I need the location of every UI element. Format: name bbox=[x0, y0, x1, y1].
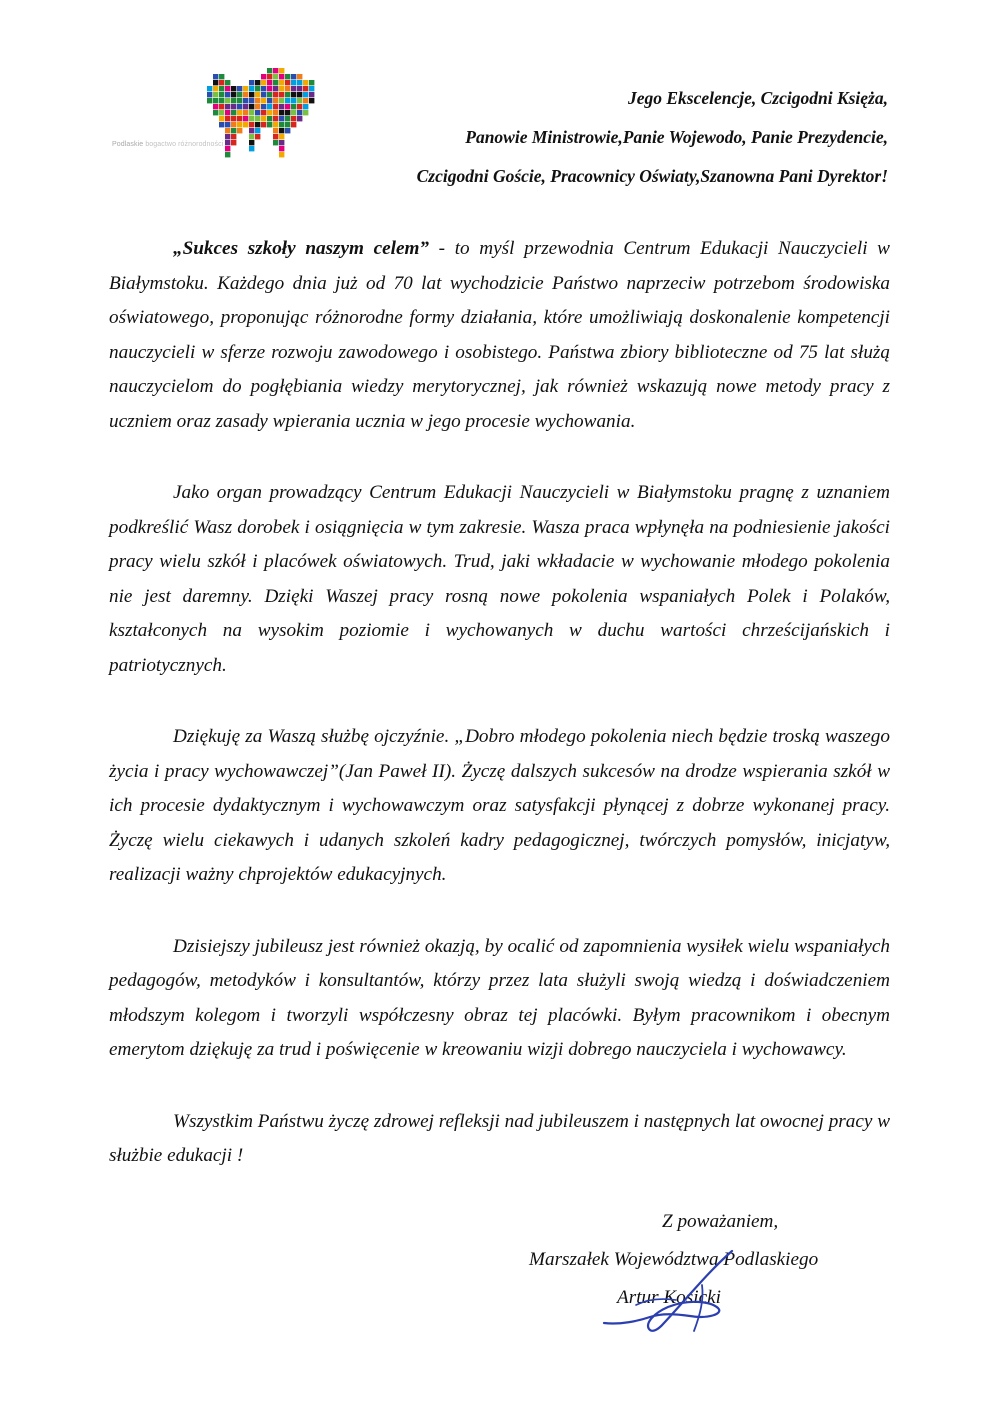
mosaic-tile bbox=[279, 92, 284, 97]
mosaic-tile bbox=[255, 116, 260, 121]
mosaic-tile bbox=[285, 86, 290, 91]
mosaic-tile bbox=[279, 110, 284, 115]
mosaic-tile bbox=[273, 74, 278, 79]
mosaic-tile bbox=[267, 74, 272, 79]
mosaic-tile bbox=[279, 146, 284, 151]
mosaic-tile bbox=[297, 86, 302, 91]
mosaic-tile bbox=[285, 74, 290, 79]
mosaic-tile bbox=[303, 80, 308, 85]
mosaic-tile bbox=[249, 122, 254, 127]
paragraph: Dziękuję za Waszą służbę ojczyźnie. „Dobro młodego pokolenia niech będzie troską waszego życia i pracy wychowawczej”(Jan Paweł II). Życzę dalszych sukcesów na drodze wspierania szkół w ich procesie dydaktycznym i wychowawczym oraz satysfakcji płynącej z dobrze wykonanej pracy. Życzę wielu ciekawych i udanych szkoleń kadry pedagogicznej, twórczych pomysłów, inicjatyw, realizacji ważny chprojektów edukacyjnych. bbox=[109, 726, 890, 885]
mosaic-tile bbox=[231, 86, 236, 91]
mosaic-tile bbox=[237, 98, 242, 103]
mosaic-tile bbox=[261, 92, 266, 97]
mosaic-tile bbox=[273, 122, 278, 127]
mosaic-tile bbox=[273, 86, 278, 91]
mosaic-tile bbox=[285, 92, 290, 97]
mosaic-tile bbox=[213, 86, 218, 91]
mosaic-tile bbox=[255, 92, 260, 97]
mosaic-tile bbox=[285, 122, 290, 127]
mosaic-tile bbox=[279, 68, 284, 73]
mosaic-tile bbox=[237, 92, 242, 97]
mosaic-tile bbox=[225, 110, 230, 115]
motto: „Sukces szkoły naszym celem” bbox=[173, 238, 430, 259]
mosaic-tile bbox=[207, 92, 212, 97]
mosaic-tile bbox=[231, 92, 236, 97]
mosaic-tile bbox=[249, 146, 254, 151]
salutation-line: Panowie Ministrowie,Panie Wojewodo, Panie Prezydencie, bbox=[465, 127, 888, 147]
mosaic-tile bbox=[291, 74, 296, 79]
mosaic-tile bbox=[297, 116, 302, 121]
paragraph: Jako organ prowadzący Centrum Edukacji Nauczycieli w Białymstoku pragnę z uznaniem podkreślić Wasz dorobek i osiągnięcia w tym zakresie. Wasza praca wpłynęła na podniesienie jakości pracy wielu szkół i placówek oświatowych. Trud, jaki wkładacie w wychowanie młodego pokolenia nie jest daremny. Dzięki Waszej pracy rosną nowe pokolenia wspaniałych Polek i Polaków, kształconych na wysokim poziomie i wychowanych w duchu wartości chrześcijańskich i patriotycznych. bbox=[109, 482, 890, 676]
mosaic-tile bbox=[297, 98, 302, 103]
mosaic-tile bbox=[255, 110, 260, 115]
mosaic-tile bbox=[255, 122, 260, 127]
mosaic-tile bbox=[219, 74, 224, 79]
paragraph-text: - to myśl przewodnia Centrum Edukacji Nauczycieli w Białymstoku. Każdego dnia już od 70 lat wychodzicie Państwo naprzeciw potrzebom środowiska oświatowego, proponując różnorodne formy działania, które umożliwiają doskonalenie kompetencji nauczycieli w sferze rozwoju zawodowego i osobistego. Państwa zbiory biblioteczne od 75 lat służą nauczycielom do pogłębiania wiedzy merytorycznej, jak również wskazują nowe metody pracy z uczniem oraz zasady wpierania ucznia w jego procesie wychowania. bbox=[109, 238, 890, 432]
mosaic-tile bbox=[303, 86, 308, 91]
mosaic-tile bbox=[267, 92, 272, 97]
mosaic-tile bbox=[303, 98, 308, 103]
mosaic-tile bbox=[249, 80, 254, 85]
mosaic-tile bbox=[261, 98, 266, 103]
paragraph bbox=[109, 232, 890, 439]
mosaic-tile bbox=[225, 80, 230, 85]
mosaic-tile bbox=[225, 86, 230, 91]
mosaic-tile bbox=[207, 98, 212, 103]
mosaic-tile bbox=[249, 116, 254, 121]
mosaic-tile bbox=[279, 80, 284, 85]
mosaic-tile bbox=[243, 110, 248, 115]
mosaic-tile bbox=[213, 80, 218, 85]
mosaic-tile bbox=[297, 110, 302, 115]
mosaic-tile bbox=[261, 122, 266, 127]
mosaic-tile bbox=[267, 116, 272, 121]
mosaic-tile bbox=[255, 128, 260, 133]
signatory-name: Artur Kosicki bbox=[617, 1287, 721, 1308]
mosaic-tile bbox=[273, 104, 278, 109]
mosaic-tile bbox=[273, 134, 278, 139]
signatory-title: Marszałek Województwa Podlaskiego bbox=[529, 1249, 819, 1270]
mosaic-tile bbox=[249, 140, 254, 145]
mosaic-tile bbox=[279, 104, 284, 109]
mosaic-tile bbox=[291, 110, 296, 115]
mosaic-tile bbox=[243, 92, 248, 97]
mosaic-tile bbox=[273, 128, 278, 133]
mosaic-tile bbox=[297, 92, 302, 97]
mosaic-tile bbox=[225, 104, 230, 109]
mosaic-tile bbox=[231, 116, 236, 121]
mosaic-tile bbox=[261, 86, 266, 91]
salutation bbox=[417, 79, 888, 196]
mosaic-tile bbox=[273, 140, 278, 145]
mosaic-tile bbox=[219, 80, 224, 85]
mosaic-tile bbox=[291, 80, 296, 85]
mosaic-tile bbox=[237, 116, 242, 121]
mosaic-tile bbox=[225, 98, 230, 103]
mosaic-tile bbox=[291, 92, 296, 97]
paragraph: Dzisiejszy jubileusz jest również okazją, by ocalić od zapomnienia wysiłek wielu wspaniałych pedagogów, metodyków i konsultantów, którzy przez lata służyli swoją wiedzą i doświadczeniem młodszym kolegom i tworzyli współczesny obraz tej placówki. Byłym pracownikom i obecnym emerytom dziękuję za trud i poświęcenie w kreowaniu wizji dobrego nauczyciela i wychowawcy. bbox=[109, 935, 890, 1060]
mosaic-tile bbox=[285, 116, 290, 121]
mosaic-tile bbox=[291, 98, 296, 103]
mosaic-tile bbox=[231, 128, 236, 133]
mosaic-tile bbox=[267, 80, 272, 85]
mosaic-tile bbox=[231, 98, 236, 103]
mosaic-tile bbox=[219, 104, 224, 109]
mosaic-tile bbox=[261, 80, 266, 85]
mosaic-tile bbox=[261, 74, 266, 79]
logo-brand: Podlaskie bbox=[112, 141, 144, 148]
mosaic-tile bbox=[225, 116, 230, 121]
bison-mosaic-icon bbox=[207, 68, 319, 168]
mosaic-tile bbox=[297, 80, 302, 85]
mosaic-tile bbox=[291, 116, 296, 121]
mosaic-tile bbox=[213, 104, 218, 109]
mosaic-tile bbox=[231, 140, 236, 145]
mosaic-tile bbox=[273, 80, 278, 85]
logo-caption bbox=[112, 141, 223, 148]
mosaic-tile bbox=[279, 86, 284, 91]
mosaic-tile bbox=[267, 98, 272, 103]
mosaic-tile bbox=[285, 104, 290, 109]
mosaic-tile bbox=[273, 68, 278, 73]
mosaic-tile bbox=[273, 98, 278, 103]
podlaskie-logo bbox=[112, 68, 327, 168]
mosaic-tile bbox=[255, 98, 260, 103]
mosaic-tile bbox=[279, 116, 284, 121]
mosaic-tile bbox=[237, 122, 242, 127]
mosaic-tile bbox=[279, 152, 284, 157]
mosaic-tile bbox=[297, 104, 302, 109]
mosaic-tile bbox=[261, 116, 266, 121]
mosaic-tile bbox=[285, 110, 290, 115]
mosaic-tile bbox=[279, 122, 284, 127]
mosaic-tile bbox=[225, 134, 230, 139]
mosaic-tile bbox=[243, 122, 248, 127]
mosaic-tile bbox=[225, 128, 230, 133]
mosaic-tile bbox=[297, 74, 302, 79]
mosaic-tile bbox=[255, 134, 260, 139]
mosaic-tile bbox=[231, 104, 236, 109]
mosaic-tile bbox=[279, 74, 284, 79]
salutation-line: Jego Ekscelencje, Czcigodni Księża, bbox=[627, 88, 888, 108]
mosaic-tile bbox=[267, 86, 272, 91]
mosaic-tile bbox=[225, 140, 230, 145]
letter-body bbox=[109, 232, 890, 1174]
mosaic-tile bbox=[267, 104, 272, 109]
mosaic-tile bbox=[237, 128, 242, 133]
mosaic-tile bbox=[279, 140, 284, 145]
mosaic-tile bbox=[231, 110, 236, 115]
mosaic-tile bbox=[207, 86, 212, 91]
salutation-line: Czcigodni Goście, Pracownicy Oświaty,Szanowna Pani Dyrektor! bbox=[416, 166, 888, 186]
mosaic-tile bbox=[255, 104, 260, 109]
mosaic-tile bbox=[279, 128, 284, 133]
mosaic-tile bbox=[219, 110, 224, 115]
mosaic-tile bbox=[219, 98, 224, 103]
mosaic-tile bbox=[261, 104, 266, 109]
mosaic-tile bbox=[249, 110, 254, 115]
mosaic-tile bbox=[273, 116, 278, 121]
mosaic-tile bbox=[261, 110, 266, 115]
mosaic-tile bbox=[285, 80, 290, 85]
mosaic-tile bbox=[213, 98, 218, 103]
mosaic-tile bbox=[267, 110, 272, 115]
mosaic-tile bbox=[225, 152, 230, 157]
mosaic-tile bbox=[279, 134, 284, 139]
mosaic-tile bbox=[243, 116, 248, 121]
mosaic-tile bbox=[219, 122, 224, 127]
mosaic-tile bbox=[303, 104, 308, 109]
mosaic-tile bbox=[231, 122, 236, 127]
mosaic-tile bbox=[249, 104, 254, 109]
logo-tagline: bogactwo różnorodności bbox=[145, 141, 224, 148]
mosaic-tile bbox=[243, 98, 248, 103]
handwritten-signature bbox=[592, 1245, 767, 1340]
mosaic-tile bbox=[237, 86, 242, 91]
mosaic-tile bbox=[237, 104, 242, 109]
mosaic-tile bbox=[303, 92, 308, 97]
mosaic-tile bbox=[291, 86, 296, 91]
mosaic-tile bbox=[303, 110, 308, 115]
mosaic-tile bbox=[219, 116, 224, 121]
mosaic-tile bbox=[285, 128, 290, 133]
mosaic-tile bbox=[213, 110, 218, 115]
mosaic-tile bbox=[249, 128, 254, 133]
mosaic-tile bbox=[249, 98, 254, 103]
mosaic-tile bbox=[279, 98, 284, 103]
mosaic-tile bbox=[285, 98, 290, 103]
closing-greeting: Z poważaniem, bbox=[662, 1211, 779, 1232]
mosaic-tile bbox=[291, 104, 296, 109]
mosaic-tile bbox=[267, 122, 272, 127]
mosaic-tile bbox=[225, 122, 230, 127]
mosaic-tile bbox=[219, 92, 224, 97]
mosaic-tile bbox=[255, 80, 260, 85]
mosaic-tile bbox=[309, 98, 314, 103]
mosaic-tile bbox=[309, 86, 314, 91]
mosaic-tile bbox=[231, 134, 236, 139]
mosaic-tile bbox=[273, 110, 278, 115]
paragraph: Wszystkim Państwu życzę zdrowej refleksji nad jubileuszem i następnych lat owocnej pracy w służbie edukacji ! bbox=[109, 1110, 890, 1166]
mosaic-tile bbox=[309, 92, 314, 97]
mosaic-tile bbox=[225, 146, 230, 151]
mosaic-tile bbox=[309, 80, 314, 85]
mosaic-tile bbox=[243, 86, 248, 91]
mosaic-tile bbox=[291, 122, 296, 127]
mosaic-tile bbox=[237, 110, 242, 115]
mosaic-tile bbox=[273, 92, 278, 97]
mosaic-tile bbox=[249, 134, 254, 139]
mosaic-tile bbox=[249, 86, 254, 91]
mosaic-tile bbox=[213, 74, 218, 79]
mosaic-tile bbox=[249, 92, 254, 97]
mosaic-tile bbox=[255, 86, 260, 91]
mosaic-tile bbox=[225, 92, 230, 97]
mosaic-tile bbox=[219, 86, 224, 91]
mosaic-tile bbox=[243, 104, 248, 109]
mosaic-tile bbox=[213, 92, 218, 97]
mosaic-tile bbox=[267, 68, 272, 73]
